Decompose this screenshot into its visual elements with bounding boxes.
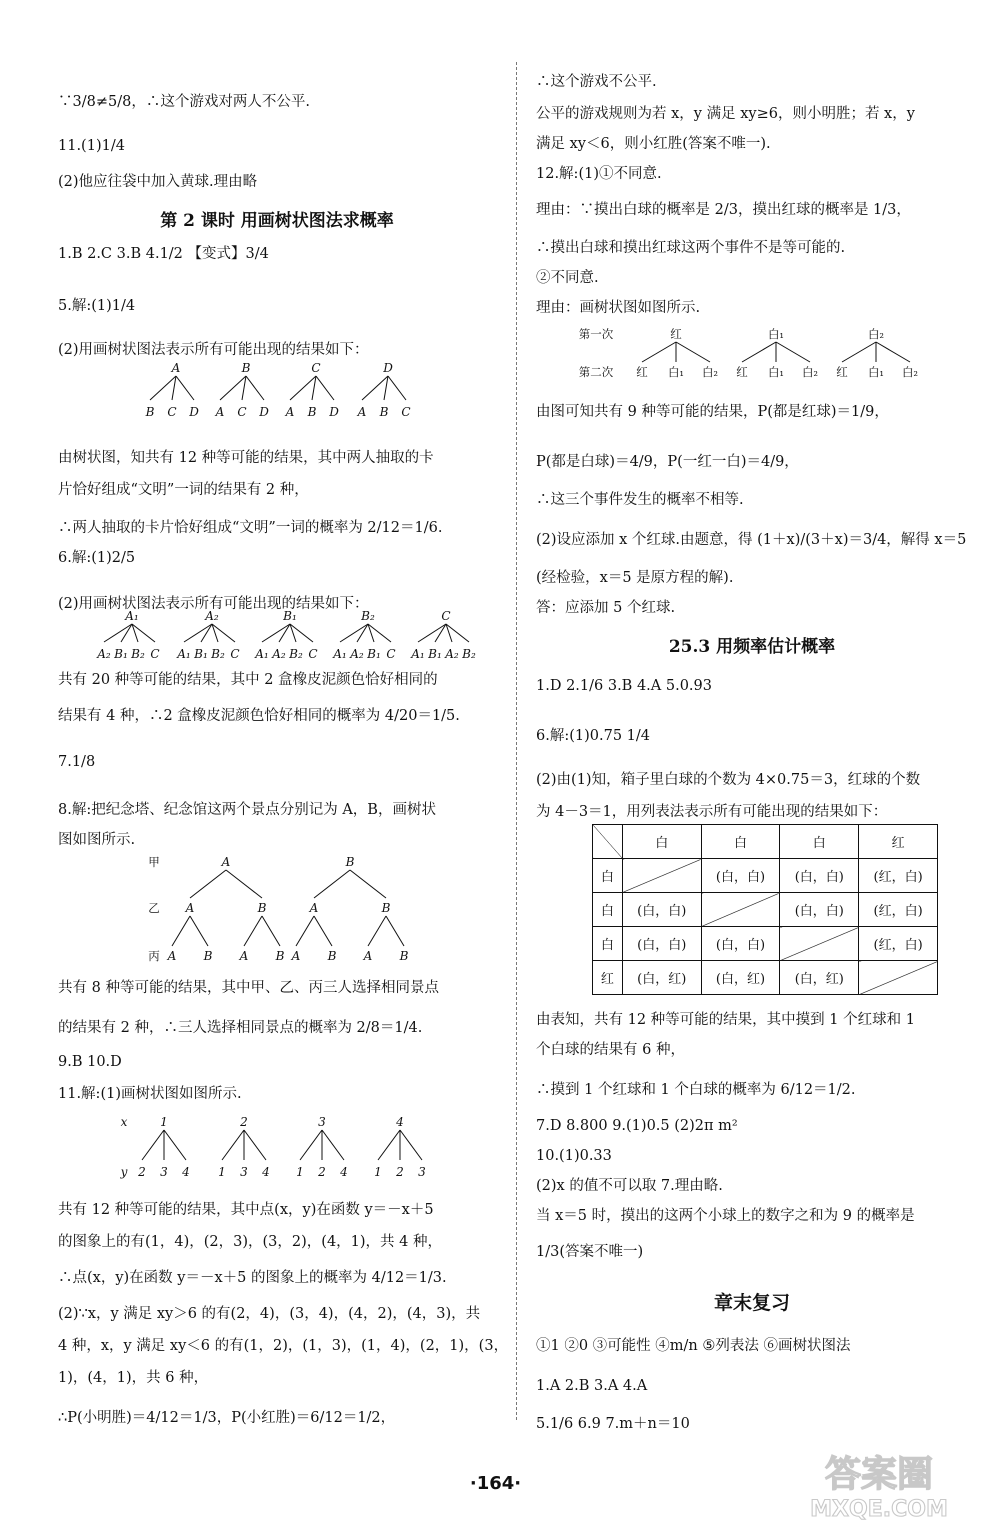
left-text-line: 的图象上的有(1，4)，(2，3)，(3，2)，(4，1)，共 4 种，: [58, 1234, 443, 1250]
right-text-line: (2)由(1)知，箱子里白球的个数为 4×0.75＝3，红球的个数: [536, 772, 921, 788]
right-text-line: (经检验，x＝5 是原方程的解).: [536, 570, 734, 586]
tree-leaf: 4: [340, 1165, 348, 1179]
tree-branch: [164, 1130, 186, 1160]
table-cell: (白，白): [622, 927, 701, 961]
table-row: [593, 961, 938, 995]
section-title-lesson2: 第 2 课时 用画树状图法求概率: [160, 211, 394, 231]
tree-branch: [300, 1130, 322, 1160]
tree-branch: [314, 870, 350, 898]
tree-branch: [176, 376, 194, 400]
tree-leaf: B₂: [211, 647, 225, 661]
tree-root: 红: [670, 327, 682, 341]
right-text-line: (2)设应添加 x 个红球.由题意，得 (1＋x)/(3＋x)＝3/4，解得 x＝5: [536, 532, 967, 548]
svg-text:MXQE.COM: MXQE.COM: [810, 1497, 948, 1522]
right-text-line: 由表知，共有 12 种等可能的结果，其中摸到 1 个红球和 1: [536, 1012, 915, 1028]
tree-leaf: B: [145, 405, 155, 419]
tree-leaf: A₁: [255, 647, 269, 661]
right-text-line: 理由：画树状图如图所示.: [536, 300, 701, 316]
tree-row-label: 第一次: [578, 327, 614, 341]
table-cell: 红: [859, 825, 938, 859]
table-row: [593, 927, 938, 961]
tree-leaf: C: [401, 405, 411, 419]
tree-branch: [246, 376, 264, 400]
tree-branch: [201, 624, 212, 642]
page-number: ·164·: [469, 1473, 522, 1494]
tree-leaf: D: [329, 405, 339, 419]
tree-leaf: D: [259, 405, 269, 419]
tree-branch: [400, 1130, 422, 1160]
table-row: [593, 893, 938, 927]
tree-branch: [184, 624, 212, 642]
tree-branch: [676, 342, 710, 362]
section-title-review: 章末复习: [713, 1292, 790, 1314]
table-cell: (白，白): [780, 893, 859, 927]
left-text-line: (2)用画树状图法表示所有可能出现的结果如下：: [58, 596, 369, 612]
tree-diagram-q12: [536, 322, 968, 392]
tree-branch: [876, 342, 910, 362]
tree-branch: [418, 624, 446, 642]
right-text-line: (2)x 的值不可以取 7.理由略.: [536, 1178, 723, 1194]
tree-leaf: 2: [396, 1165, 404, 1179]
tree-branch: [357, 624, 368, 642]
left-text-line: 1.B 2.C 3.B 4.1/2 【变式】3/4: [58, 246, 269, 262]
tree-node: A: [309, 901, 319, 915]
right-text-line: 5.1/6 6.9 7.m＋n＝10: [536, 1416, 690, 1432]
tree-leaf: 1: [374, 1165, 382, 1179]
tree-node: B: [257, 901, 267, 915]
tree-leaf: A: [291, 949, 301, 963]
left-text-line: 由树状图，知共有 12 种等可能的结果，其中两人抽取的卡: [58, 450, 434, 466]
tree-branch: [142, 1130, 164, 1160]
tree-branch: [222, 1130, 244, 1160]
table-cell: [622, 859, 701, 893]
tree-root: 白₂: [867, 327, 885, 341]
right-text-line: ②不同意.: [536, 270, 599, 286]
right-text-line: 1/3(答案不唯一): [536, 1244, 644, 1260]
tree-root: A₂: [205, 609, 219, 623]
table-cell: 白: [701, 825, 780, 859]
tree-leaf: B: [275, 949, 285, 963]
left-text-line: 8.解:把纪念塔、纪念馆这两个景点分别记为 A，B，画树状: [58, 802, 436, 818]
left-text-line: (2)∵x，y 满足 xy＞6 的有(2，4)，(3，4)，(4，2)，(4，3)，共: [58, 1306, 481, 1322]
svg-text:答案圈: 答案圈: [824, 1454, 934, 1495]
tree-root: B₂: [361, 609, 375, 623]
tree-node: B: [381, 901, 391, 915]
tree-leaf: 白₂: [901, 365, 919, 379]
tree-diagram-q11: [58, 1114, 458, 1194]
tree-branch: [776, 342, 810, 362]
table-cell: (白，红): [701, 961, 780, 995]
tree-branch: [190, 870, 226, 898]
tree-leaf: C: [150, 647, 160, 661]
table-cell: 白: [780, 825, 859, 859]
right-text-line: 答：应添加 5 个红球.: [536, 600, 676, 616]
tree-root: 1: [160, 1115, 168, 1129]
right-text-line: 10.(1)0.33: [536, 1148, 612, 1164]
left-text-line: 7.1/8: [58, 754, 96, 770]
left-text-line: 1)，(4，1)，共 6 种，: [58, 1370, 209, 1386]
table-cell: 白: [593, 927, 623, 961]
right-text-line: 7.D 8.800 9.(1)0.5 (2)2π m²: [536, 1118, 738, 1134]
right-text-line: ①1 ②0 ③可能性 ④m/n ⑤列表法 ⑥画树状图法: [536, 1338, 851, 1354]
tree-branch: [121, 624, 132, 642]
tree-leaf: 4: [182, 1165, 190, 1179]
table-cell: (白，白): [780, 859, 859, 893]
tree-leaf: 3: [418, 1165, 426, 1179]
tree-leaf: A: [285, 405, 295, 419]
tree-root: A: [171, 361, 181, 375]
tree-leaf: B₁: [367, 647, 381, 661]
tree-leaf: A₁: [411, 647, 425, 661]
tree-leaf: C: [308, 647, 318, 661]
tree-leaf: B₁: [428, 647, 442, 661]
outcome-table: [592, 824, 938, 995]
tree-root: 3: [318, 1115, 326, 1129]
left-text-line: 9.B 10.D: [58, 1054, 122, 1070]
right-text-line: 1.D 2.1/6 3.B 4.A 5.0.93: [536, 678, 712, 694]
right-text-line: 由图可知共有 9 种等可能的结果，P(都是红球)＝1/9，: [536, 404, 889, 420]
tree-branch: [350, 870, 386, 898]
left-text-line: 4 种，x，y 满足 xy＜6 的有(1，2)，(1，3)，(1，4)，(2，1)，(3，: [58, 1338, 509, 1354]
watermark-logo: [779, 1446, 969, 1524]
tree-root: A: [221, 855, 231, 869]
tree-diagram-q8: [58, 852, 438, 972]
left-text-line: ∵3/8≠5/8，∴这个游戏对两人不公平.: [58, 94, 310, 110]
tree-leaf: B: [379, 405, 389, 419]
tree-diagram-q5: [58, 360, 418, 440]
tree-leaf: 白₂: [801, 365, 819, 379]
tree-leaf: 白₁: [867, 365, 885, 379]
tree-branch: [378, 1130, 400, 1160]
left-text-line: 片恰好组成“文明”一词的结果有 2 种，: [58, 482, 309, 498]
tree-branch: [172, 916, 190, 946]
left-text-line: (2)他应往袋中加入黄球.理由略: [58, 174, 258, 190]
tree-branch: [386, 916, 404, 946]
right-text-line: ∴摸到 1 个红球和 1 个白球的概率为 6/12＝1/2.: [536, 1082, 856, 1098]
right-text-line: 理由：∵摸出白球的概率是 2/3，摸出红球的概率是 1/3，: [536, 202, 911, 218]
table-cell: (红，白): [859, 859, 938, 893]
tree-root: A₁: [125, 609, 139, 623]
tree-branch: [742, 342, 776, 362]
tree-branch: [316, 376, 334, 400]
tree-leaf: 1: [218, 1165, 226, 1179]
right-text-line: 公平的游戏规则为若 x，y 满足 xy≥6，则小明胜；若 x，y: [536, 106, 915, 122]
tree-leaf: A₁: [333, 647, 347, 661]
tree-leaf: B: [327, 949, 337, 963]
table-cell: 白: [593, 893, 623, 927]
left-text-line: ∴点(x，y)在函数 y＝－x＋5 的图象上的概率为 4/12＝1/3.: [58, 1270, 447, 1286]
left-text-line: 11.(1)1/4: [58, 138, 125, 154]
tree-branch: [296, 916, 314, 946]
left-text-line: (2)用画树状图法表示所有可能出现的结果如下：: [58, 342, 369, 358]
right-text-line: 个白球的结果有 6 种，: [536, 1042, 685, 1058]
section-title-25-3: 25.3 用频率估计概率: [668, 637, 836, 657]
table-cell: 白: [622, 825, 701, 859]
tree-root: 2: [240, 1115, 248, 1129]
tree-branch: [842, 342, 876, 362]
tree-leaf: A₂: [445, 647, 459, 661]
tree-branch: [435, 624, 446, 642]
tree-leaf: C: [167, 405, 177, 419]
left-text-line: 共有 12 种等可能的结果，其中点(x，y)在函数 y＝－x＋5: [58, 1202, 434, 1218]
tree-row-label: 丙: [148, 949, 160, 963]
tree-branch: [104, 624, 132, 642]
right-text-line: ∴摸出白球和摸出红球这两个事件不是等可能的.: [536, 240, 846, 256]
right-text-line: ∴这三个事件发生的概率不相等.: [536, 492, 744, 508]
left-text-line: ∴两人抽取的卡片恰好组成“文明”一词的概率为 2/12＝1/6.: [58, 520, 443, 536]
left-text-line: ∴P(小明胜)＝4/12＝1/3，P(小红胜)＝6/12＝1/2，: [58, 1410, 396, 1426]
tree-branch: [244, 916, 262, 946]
tree-leaf: 1: [296, 1165, 304, 1179]
tree-leaf: A: [239, 949, 249, 963]
tree-leaf: A: [215, 405, 225, 419]
right-text-line: ∴这个游戏不公平.: [536, 74, 657, 90]
right-text-line: 为 4－3＝1，用列表法表示所有可能出现的结果如下：: [536, 804, 888, 820]
tree-row-label: 甲: [148, 855, 160, 869]
tree-root: 白₁: [767, 327, 785, 341]
tree-leaf: 白₁: [667, 365, 685, 379]
left-text-line: 共有 8 种等可能的结果，其中甲、乙、丙三人选择相同景点: [58, 980, 439, 996]
tree-leaf: A: [357, 405, 367, 419]
tree-leaf: B: [399, 949, 409, 963]
tree-branch: [190, 916, 208, 946]
table-cell: (白，白): [622, 893, 701, 927]
tree-branch: [368, 916, 386, 946]
tree-leaf: B₁: [194, 647, 208, 661]
tree-leaf: A₁: [177, 647, 191, 661]
tree-leaf: C: [386, 647, 396, 661]
table-cell: [780, 927, 859, 961]
tree-root: C: [311, 361, 321, 375]
tree-diagram-q6: [58, 608, 498, 668]
tree-row-label: y: [120, 1165, 128, 1179]
tree-root: B₁: [283, 609, 297, 623]
table-cell: (白，红): [622, 961, 701, 995]
tree-leaf: D: [189, 405, 199, 419]
right-text-line: 12.解:(1)①不同意.: [536, 166, 662, 182]
tree-leaf: 红: [636, 365, 648, 379]
table-cell: (白，白): [701, 859, 780, 893]
table-cell: 红: [593, 961, 623, 995]
right-text-line: 6.解:(1)0.75 1/4: [536, 728, 650, 744]
left-text-line: 11.解:(1)画树状图如图所示.: [58, 1086, 242, 1102]
tree-branch: [244, 1130, 266, 1160]
tree-leaf: B₂: [131, 647, 145, 661]
tree-leaf: 3: [160, 1165, 168, 1179]
table-cell: (白，红): [780, 961, 859, 995]
tree-branch: [642, 342, 676, 362]
tree-leaf: A₂: [272, 647, 286, 661]
tree-leaf: B: [307, 405, 317, 419]
table-cell: [701, 893, 780, 927]
tree-root: C: [441, 609, 451, 623]
tree-leaf: 白₁: [767, 365, 785, 379]
right-text-line: 当 x＝5 时，摸出的这两个小球上的数字之和为 9 的概率是: [536, 1208, 915, 1224]
tree-branch: [262, 624, 290, 642]
left-text-line: 结果有 4 种，∴2 盒橡皮泥颜色恰好相同的概率为 4/20＝1/5.: [58, 708, 460, 724]
tree-node: A: [185, 901, 195, 915]
tree-leaf: A₂: [97, 647, 111, 661]
tree-row-label: 乙: [148, 901, 160, 915]
right-text-line: 满足 xy＜6，则小红胜(答案不唯一).: [536, 136, 771, 152]
tree-leaf: B₂: [289, 647, 303, 661]
tree-branch: [226, 870, 262, 898]
tree-leaf: A: [167, 949, 177, 963]
left-text-line: 图如图所示.: [58, 832, 136, 848]
tree-branch: [262, 916, 280, 946]
table-cell: (白，白): [701, 927, 780, 961]
table-cell: (红，白): [859, 927, 938, 961]
tree-row-label: 第二次: [578, 365, 614, 379]
table-cell: 白: [593, 859, 623, 893]
tree-leaf: 红: [836, 365, 848, 379]
tree-leaf: 4: [262, 1165, 270, 1179]
tree-root: B: [241, 361, 251, 375]
tree-leaf: B₂: [462, 647, 476, 661]
left-text-line: 6.解:(1)2/5: [58, 550, 136, 566]
table-cell: (红，白): [859, 893, 938, 927]
tree-row-label: x: [120, 1115, 128, 1129]
tree-leaf: 红: [736, 365, 748, 379]
left-text-line: 的结果有 2 种，∴三人选择相同景点的概率为 2/8＝1/4.: [58, 1020, 423, 1036]
tree-leaf: A₂: [350, 647, 364, 661]
left-text-line: 共有 20 种等可能的结果，其中 2 盒橡皮泥颜色恰好相同的: [58, 672, 438, 688]
table-row: [593, 859, 938, 893]
table-cell: [593, 825, 623, 859]
right-text-line: P(都是白球)＝4/9，P(一红一白)＝4/9，: [536, 454, 799, 470]
tree-branch: [322, 1130, 344, 1160]
tree-root: D: [383, 361, 393, 375]
tree-leaf: 3: [240, 1165, 248, 1179]
tree-leaf: 白₂: [701, 365, 719, 379]
tree-leaf: A: [363, 949, 373, 963]
tree-leaf: 2: [318, 1165, 326, 1179]
tree-branch: [340, 624, 368, 642]
column-divider: [516, 62, 517, 1420]
right-text-line: 1.A 2.B 3.A 4.A: [536, 1378, 648, 1394]
table-cell: [859, 961, 938, 995]
tree-branch: [388, 376, 406, 400]
tree-branch: [279, 624, 290, 642]
left-text-line: 5.解:(1)1/4: [58, 298, 136, 314]
tree-branch: [314, 916, 332, 946]
tree-leaf: 2: [138, 1165, 146, 1179]
tree-leaf: C: [230, 647, 240, 661]
table-row: [593, 825, 938, 859]
tree-root: B: [345, 855, 355, 869]
tree-leaf: B: [203, 949, 213, 963]
tree-leaf: B₁: [114, 647, 128, 661]
tree-root: 4: [396, 1115, 404, 1129]
tree-leaf: C: [237, 405, 247, 419]
